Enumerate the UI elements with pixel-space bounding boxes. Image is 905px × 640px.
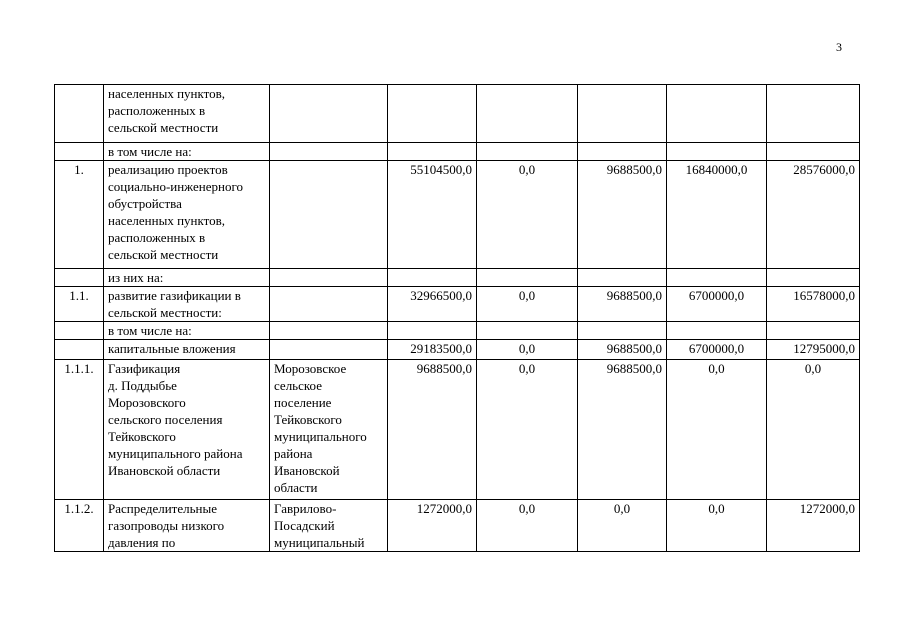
item-name: из них на: [104,269,270,287]
total-amount: 32966500,0 [388,287,477,322]
row-number: 1.1.2. [55,500,104,552]
amount-col-2: 9688500,0 [578,161,667,269]
amount-col-1 [477,143,578,161]
recipient [270,340,388,360]
amount-col-2 [578,85,667,143]
amount-col-1: 0,0 [477,360,578,500]
item-name: реализацию проектов социально-инженерного обустройства населенных пунктов, расположенных в сельской местности [104,161,270,269]
total-amount: 55104500,0 [388,161,477,269]
amount-col-2: 9688500,0 [578,287,667,322]
amount-col-3 [667,269,767,287]
amount-col-1: 0,0 [477,287,578,322]
total-amount [388,322,477,340]
table-row [55,360,860,500]
recipient [270,161,388,269]
item-name: Газификация д. Поддыбье Морозовского сельского поселения Тейковского муниципального района Ивановской области [104,360,270,500]
table-row [55,500,860,552]
item-name: развитие газификации в сельской местности: [104,287,270,322]
amount-col-1 [477,85,578,143]
amount-col-2: 9688500,0 [578,340,667,360]
row-number [55,85,104,143]
row-number: 1. [55,161,104,269]
amount-col-4 [767,143,860,161]
total-amount: 9688500,0 [388,360,477,500]
amount-col-3 [667,322,767,340]
item-name: населенных пунктов, расположенных в сельской местности [104,85,270,143]
row-number [55,143,104,161]
table-row [55,143,860,161]
total-amount [388,269,477,287]
row-number [55,340,104,360]
row-number [55,269,104,287]
item-name: Распределительные газопроводы низкого давления по [104,500,270,552]
amount-col-1: 0,0 [477,500,578,552]
item-name: в том числе на: [104,143,270,161]
amount-col-3: 0,0 [667,500,767,552]
amount-col-1: 0,0 [477,340,578,360]
amount-col-4: 16578000,0 [767,287,860,322]
recipient [270,269,388,287]
table-row [55,269,860,287]
table-row [55,161,860,269]
amount-col-4 [767,85,860,143]
amount-col-4: 28576000,0 [767,161,860,269]
amount-col-4: 1272000,0 [767,500,860,552]
total-amount: 29183500,0 [388,340,477,360]
recipient [270,85,388,143]
amount-col-3: 0,0 [667,360,767,500]
total-amount [388,143,477,161]
item-name: в том числе на: [104,322,270,340]
amount-col-3 [667,85,767,143]
amount-col-4 [767,322,860,340]
amount-col-2 [578,322,667,340]
amount-col-4: 12795000,0 [767,340,860,360]
item-name: капитальные вложения [104,340,270,360]
amount-col-3 [667,143,767,161]
amount-col-2 [578,143,667,161]
table-row [55,340,860,360]
table-row [55,287,860,322]
amount-col-2 [578,269,667,287]
amount-col-2: 0,0 [578,500,667,552]
amount-col-1 [477,269,578,287]
amount-col-3: 6700000,0 [667,287,767,322]
row-number [55,322,104,340]
row-number: 1.1.1. [55,360,104,500]
total-amount: 1272000,0 [388,500,477,552]
recipient: Гаврилово- Посадский муниципальный [270,500,388,552]
amount-col-2: 9688500,0 [578,360,667,500]
amount-col-4: 0,0 [767,360,860,500]
page-number: 3 [836,40,842,54]
amount-col-1: 0,0 [477,161,578,269]
amount-col-4 [767,269,860,287]
table-row [55,85,860,143]
recipient [270,287,388,322]
table-row [55,322,860,340]
amount-col-3: 6700000,0 [667,340,767,360]
recipient [270,143,388,161]
recipient: Морозовское сельское поселение Тейковского муниципального района Ивановской области [270,360,388,500]
amount-col-1 [477,322,578,340]
row-number: 1.1. [55,287,104,322]
amount-col-3: 16840000,0 [667,161,767,269]
recipient [270,322,388,340]
budget-table [54,84,860,552]
total-amount [388,85,477,143]
